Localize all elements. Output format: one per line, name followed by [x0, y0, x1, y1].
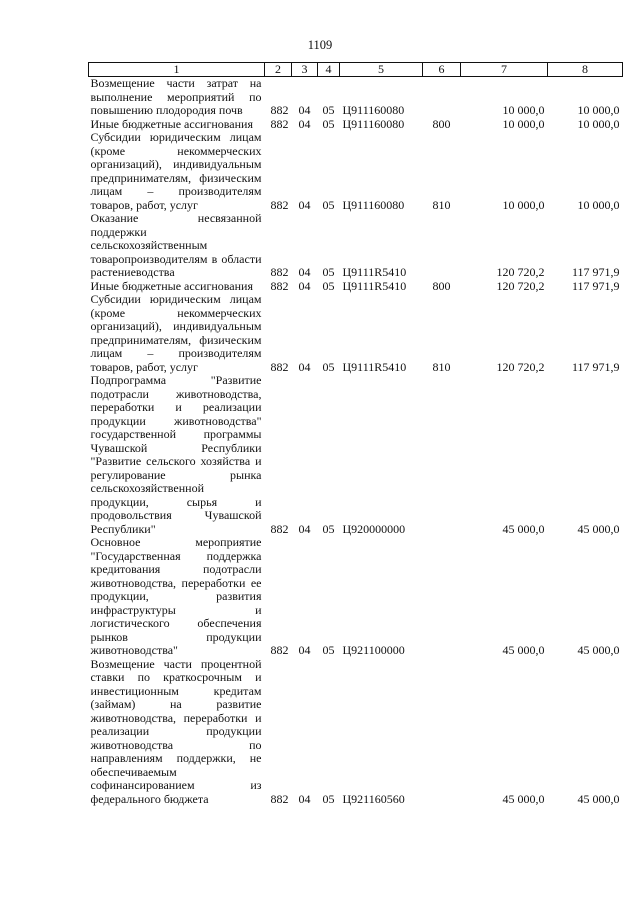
subsection-code: 05: [322, 103, 335, 117]
row-description: Субсидии юридическим лицам (кроме некоммерческих организаций), индивидуальным предпринимателям, физическим лицам – производителям товаров, работ, услуг: [90, 292, 262, 374]
table-row: [89, 374, 623, 536]
amount-year-1: 10 000,0: [502, 116, 545, 131]
target-article-code: Ц911160080: [342, 103, 405, 117]
section-code: 04: [298, 359, 311, 374]
ministry-code: 882: [270, 197, 289, 212]
section-code: 04: [298, 197, 311, 212]
ministry-code: 882: [270, 521, 289, 536]
target-article-code: Ц921100000: [342, 643, 405, 657]
section-code: 04: [298, 265, 311, 279]
amount-year-1: 45 000,0: [502, 643, 545, 657]
column-header: 7: [461, 63, 548, 77]
target-article-code: Ц911160080: [342, 197, 405, 212]
amount-year-1: 10 000,0: [502, 197, 545, 212]
target-article-code: Ц9111R5410: [342, 278, 407, 293]
subsection-code: 05: [322, 278, 335, 293]
target-article-code: Ц9111R5410: [342, 265, 407, 279]
column-header: 8: [548, 63, 623, 77]
section-code: 04: [298, 791, 311, 806]
column-header: 2: [265, 63, 292, 77]
expense-type-code: [423, 536, 461, 658]
row-description: Субсидии юридическим лицам (кроме некоммерческих организаций), индивидуальным предпринимателям, физическим лицам – производителям товаров, работ, услуг: [90, 130, 262, 212]
budget-table: [88, 62, 623, 806]
subsection-code: 05: [322, 116, 335, 131]
expense-type-code: 800: [432, 278, 451, 293]
table-row: [89, 77, 623, 118]
amount-year-1: 45 000,0: [502, 521, 545, 536]
expense-type-code: [423, 374, 461, 536]
amount-year-2: 45 000,0: [577, 521, 620, 536]
table-row: [89, 131, 623, 212]
amount-year-2: 117 971,9: [571, 359, 620, 374]
amount-year-2: 10 000,0: [577, 197, 620, 212]
row-description: Оказание несвязанной поддержки сельскохозяйственным товаропроизводителям в области растениеводства: [90, 211, 262, 279]
ministry-code: 882: [270, 116, 289, 131]
ministry-code: 882: [270, 791, 289, 806]
expense-type-code: [423, 658, 461, 807]
subsection-code: 05: [322, 643, 335, 657]
target-article-code: Ц911160080: [342, 116, 405, 131]
section-code: 04: [298, 103, 311, 117]
row-description: Иные бюджетные ассигнования: [90, 278, 253, 293]
table-row: [89, 536, 623, 658]
row-description: Подпрограмма "Развитие подотрасли животноводства, переработки и реализации продукции животноводства" государственной программы Чувашской Республики "Развитие сельского хозяйства и регулирование рынка сельскохозяйственной продукции, сырья и продовольствия Чувашской Республики": [90, 373, 262, 536]
amount-year-1: 10 000,0: [502, 103, 545, 117]
ministry-code: 882: [270, 359, 289, 374]
ministry-code: 882: [270, 643, 289, 657]
row-description: Возмещение части процентной ставки по краткосрочным и инвестиционным кредитам (займам) на развитие животноводства, переработки и реализации продукции животноводства по направлениям поддержки, не обеспечиваемым софинансированием из федерального бюджета: [90, 656, 262, 806]
expense-type-code: [423, 77, 461, 118]
table-row: [89, 280, 623, 294]
amount-year-2: 10 000,0: [577, 103, 620, 117]
amount-year-1: 120 720,2: [496, 359, 545, 374]
column-header: 1: [89, 63, 265, 77]
ministry-code: 882: [270, 265, 289, 279]
table-row: [89, 118, 623, 132]
page-number: 1109: [307, 38, 333, 52]
section-code: 04: [298, 521, 311, 536]
table-row: [89, 212, 623, 280]
row-description: Основное мероприятие "Государственная поддержка кредитования подотрасли животноводства, переработки ее продукции, развития инфраструктуры и логистического обеспечения рынков продукции животноводства": [90, 535, 262, 657]
amount-year-1: 120 720,2: [496, 265, 545, 279]
table-row: [89, 293, 623, 374]
ministry-code: 882: [270, 103, 289, 117]
amount-year-2: 117 971,9: [571, 278, 620, 293]
target-article-code: Ц9111R5410: [342, 359, 407, 374]
target-article-code: Ц921160560: [342, 791, 405, 806]
target-article-code: Ц920000000: [342, 521, 406, 536]
expense-type-code: [423, 212, 461, 280]
subsection-code: 05: [322, 197, 335, 212]
subsection-code: 05: [322, 521, 335, 536]
amount-year-2: 45 000,0: [577, 643, 620, 657]
expense-type-code: 800: [432, 116, 451, 131]
ministry-code: 882: [270, 278, 289, 293]
expense-type-code: 810: [432, 359, 451, 374]
section-code: 04: [298, 643, 311, 657]
amount-year-2: 45 000,0: [577, 791, 620, 806]
table-header-row: [89, 63, 623, 77]
table-row: [89, 658, 623, 807]
subsection-code: 05: [322, 791, 335, 806]
amount-year-2: 117 971,9: [571, 265, 620, 279]
subsection-code: 05: [322, 265, 335, 279]
column-header: 5: [340, 63, 423, 77]
column-header: 3: [292, 63, 318, 77]
column-header: 6: [423, 63, 461, 77]
expense-type-code: 810: [432, 197, 451, 212]
amount-year-2: 10 000,0: [577, 116, 620, 131]
row-description: Иные бюджетные ассигнования: [90, 116, 253, 131]
section-code: 04: [298, 278, 311, 293]
row-description: Возмещение части затрат на выполнение мероприятий по повышению плодородия почв: [90, 76, 262, 117]
amount-year-1: 45 000,0: [502, 791, 545, 806]
amount-year-1: 120 720,2: [496, 278, 545, 293]
section-code: 04: [298, 116, 311, 131]
subsection-code: 05: [322, 359, 335, 374]
column-header: 4: [318, 63, 340, 77]
